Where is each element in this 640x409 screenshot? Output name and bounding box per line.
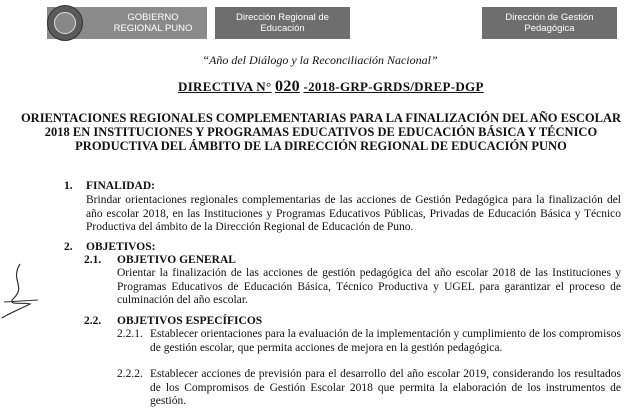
motto: “Año del Diálogo y la Reconciliación Nacional” [202,53,438,67]
section-2-1-text: Orientar la finalización de las acciones de gestión pedagógica del año escolar 2018 de las Instituciones y Programas Educativos de Educación Básica, Técnico Productiva y UGEL para garantizar el proceso de culminación del año escolar. [117,267,621,306]
letterhead-org-text: GOBIERNO REGIONAL PUNO [113,12,193,34]
regional-seal-icon [47,5,83,41]
section-2-1-num: 2.1. [84,254,102,266]
section-2-2-heading: OBJETIVOS ESPECÍFICOS [117,315,263,327]
letterhead-unit [215,7,350,39]
section-1-text: Brindar orientaciones regionales complementarias de las acciones de Gestión Pedagógica para la finalización del año escolar 2018, en las Instituciones y Programas Educativos Públicas, Privadas de Educación Básica y Técnico Productiva del ámbito de la Dirección Regional de Educación de Puno. [86,194,621,233]
section-1-num: 1. [64,180,73,192]
document-title: ORIENTACIONES REGIONALES COMPLEMENTARIAS PARA LA FINALIZACIÓN DEL AÑO ESCOLAR 2018 EN INSTITUCIONES Y PROGRAMAS EDUCATIVOS DE EDUCACIÓN BÁSICA Y TÉCNICO PRODUCTIVA DEL ÁMBITO DE LA DIRECCIÓN REGIONAL DE EDUCACIÓN PUNO [20,111,622,153]
section-2-num: 2. [64,241,73,253]
item-2-2-2-text: Establecer acciones de previsión para el desarrollo del año escolar 2019, considerando los resultados de los Compromisos de Gestión Escolar 2018 que permita la elaboración de los instrumentos de gestión. [150,368,621,407]
section-2-heading: OBJETIVOS: [86,241,156,253]
item-2-2-1-text: Establecer orientaciones para la evaluación de la implementación y cumplimiento de los compromisos de gestión escolar, que permita acciones de mejora en la gestión pedagógica. [150,328,621,354]
signature-icon [0,262,42,322]
directiva-number [178,78,484,96]
section-2-1-heading: OBJETIVO GENERAL [117,254,236,266]
section-1-heading: FINALIDAD: [86,180,155,192]
letterhead-dept-text: Dirección de Gestión Pedagógica [505,12,594,34]
item-2-2-1-num: 2.2.1. [117,328,143,340]
directiva-prefix: DIRECTIVA N° [178,79,272,94]
letterhead-unit-text: Dirección Regional de Educación [236,12,329,34]
directiva-suffix: -2018-GRP-GRDS/DREP-DGP [303,79,484,94]
item-2-2-2-num: 2.2.2. [117,368,143,380]
section-2-2-num: 2.2. [84,315,102,327]
letterhead [47,7,621,39]
directiva-num: 020 [275,78,300,95]
letterhead-dept [482,7,617,39]
